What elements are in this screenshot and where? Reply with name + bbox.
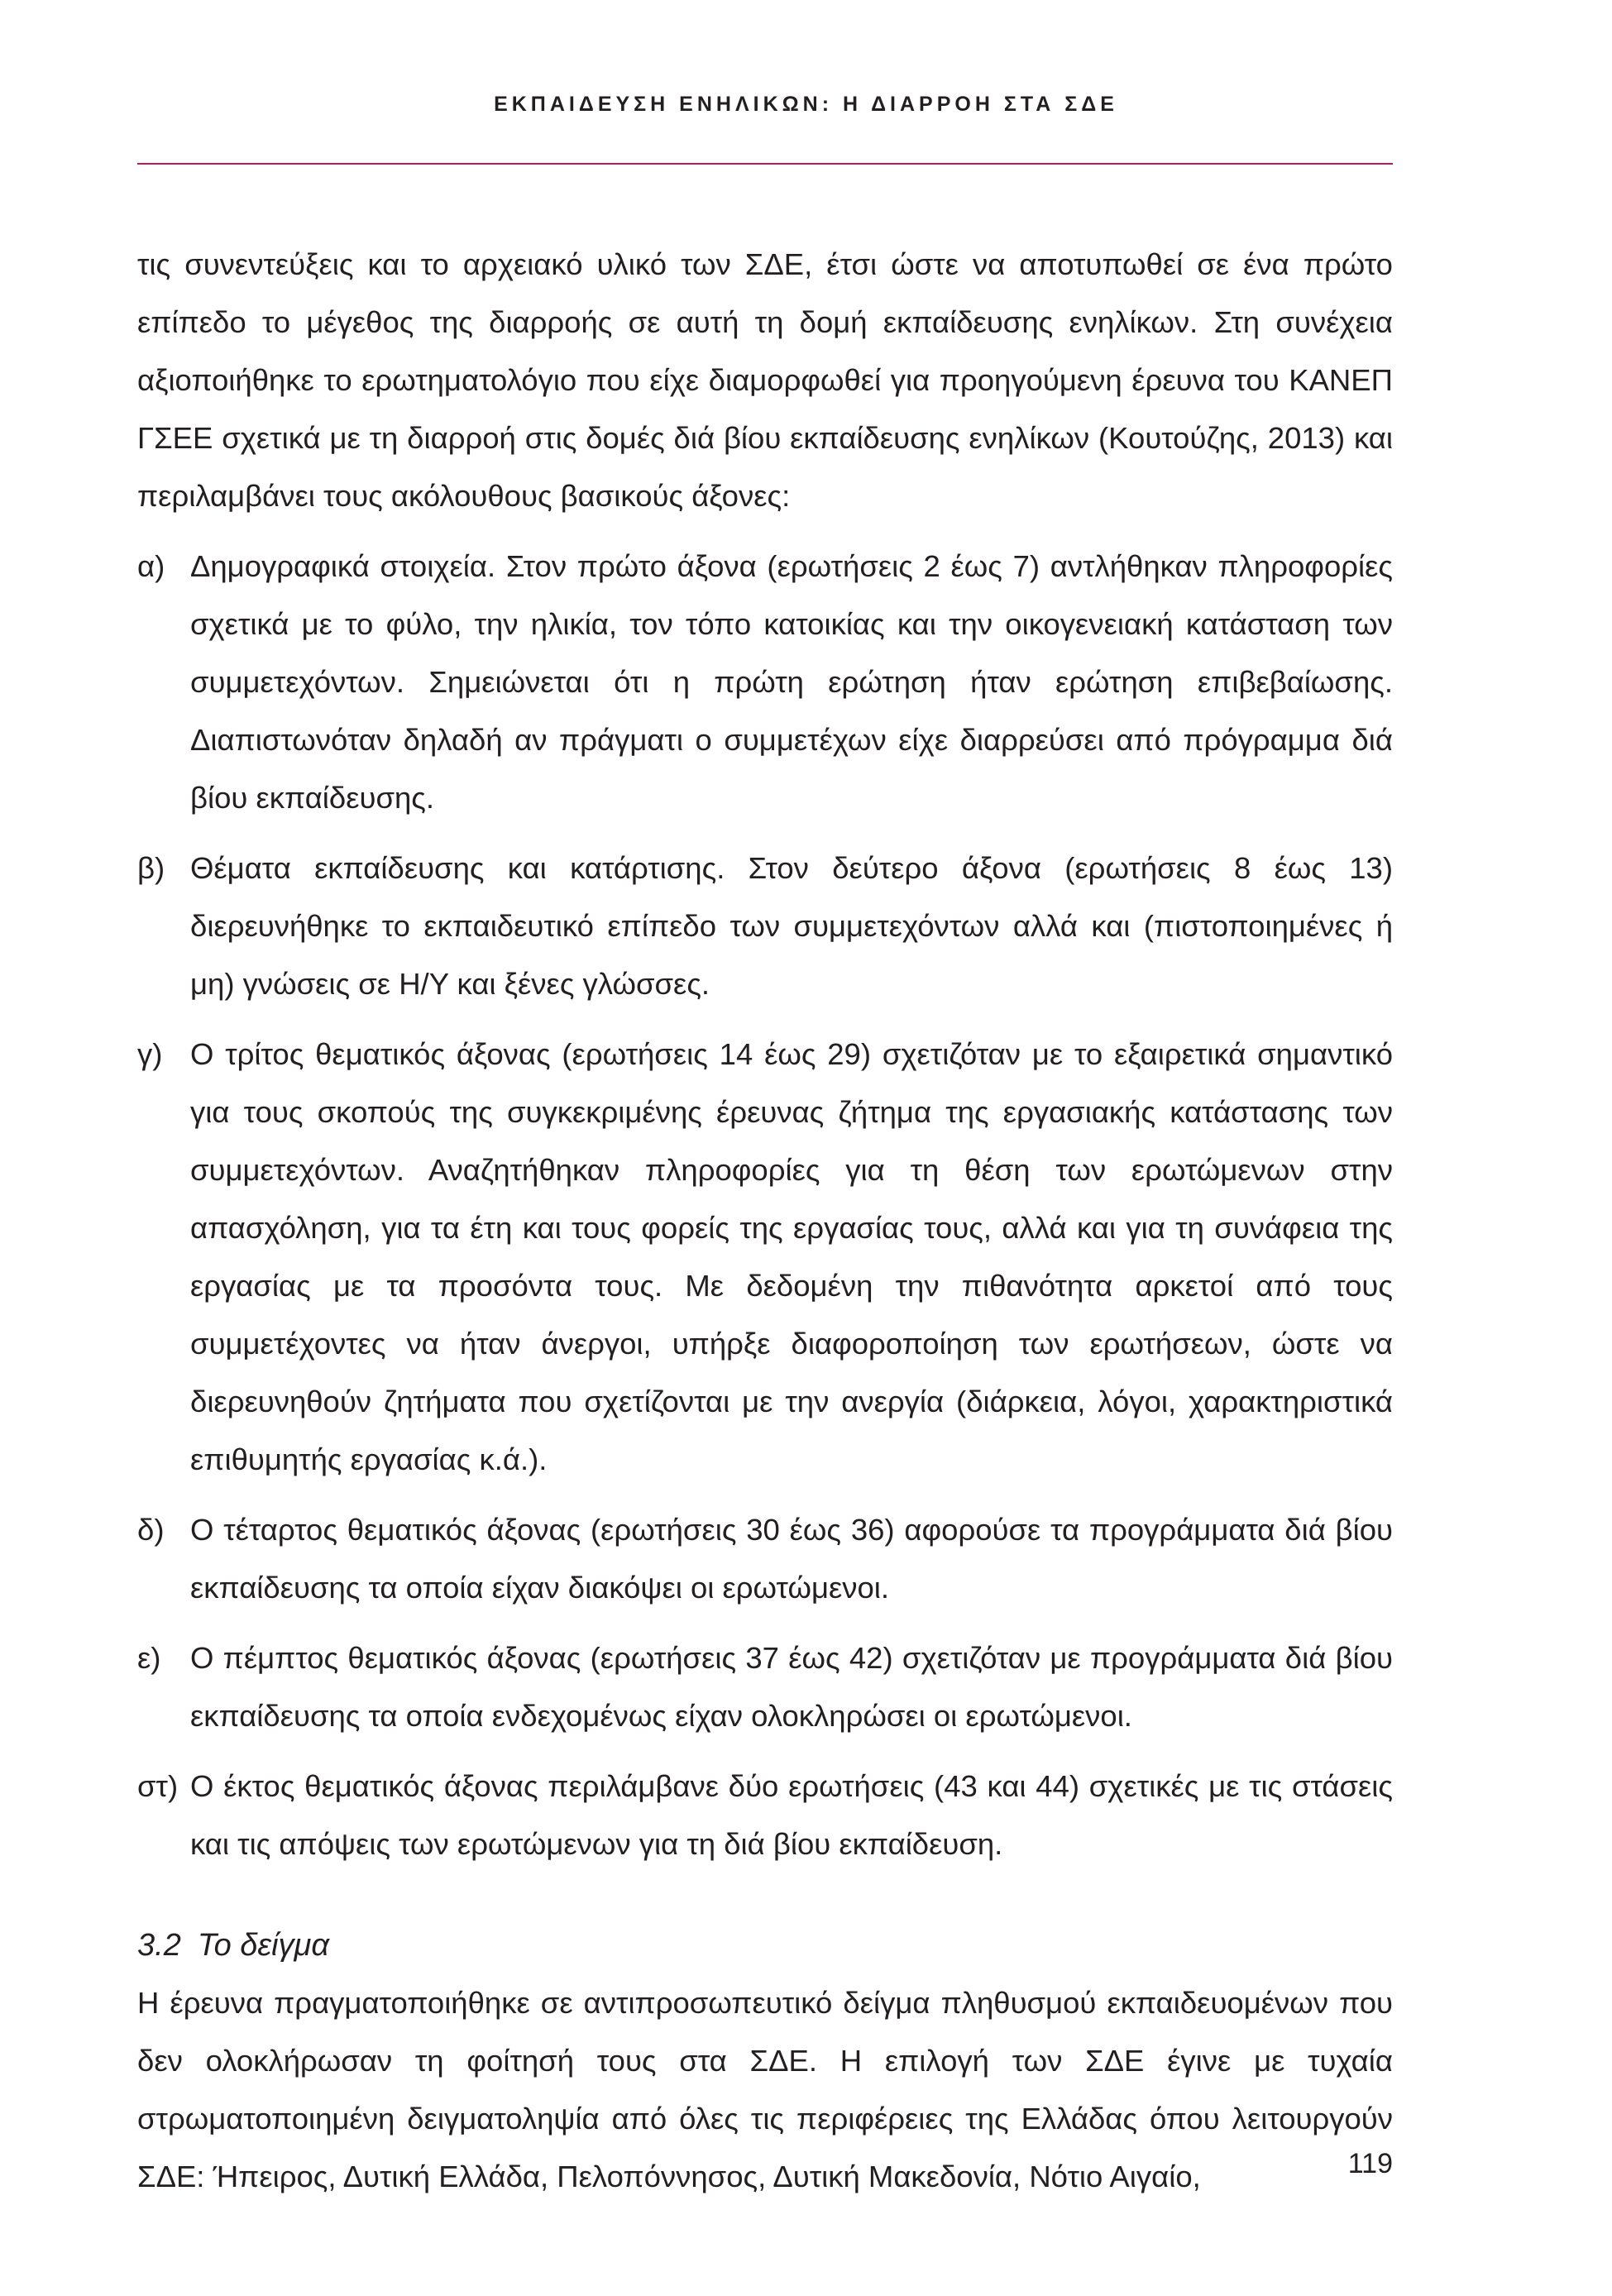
axis-text: Ο τέταρτος θεματικός άξονας (ερωτήσεις 30 έως 36) αφορούσε τα προγράμματα διά βίου εκπαίδευσης τα οποία είχαν διακόψει οι ερωτώμενοι. [190, 1513, 1393, 1605]
section-heading [137, 1916, 1393, 1974]
page-number: 119 [1347, 2148, 1393, 2179]
axis-marker: ε) [137, 1641, 161, 1675]
intro-paragraph: τις συνεντεύξεις και το αρχειακό υλικό των ΣΔΕ, έτσι ώστε να αποτυπωθεί σε ένα πρώτο επίπεδο το μέγεθος της διαρροής σε αυτή τη δομή εκπαίδευσης ενηλίκων. Στη συνέχεια αξιοποιήθηκε το ερωτηματολόγιο που είχε διαμορφωθεί για προηγούμενη έρευνα του ΚΑΝΕΠ ΓΣΕΕ σχετικά με τη διαρροή στις δομές διά βίου εκπαίδευσης ενηλίκων (Κουτούζης, 2013) και περιλαμβάνει τους ακόλουθους βασικούς άξονες: [137, 247, 1393, 513]
axis-item-b [137, 839, 1393, 1013]
axis-marker: γ) [137, 1037, 163, 1071]
axis-marker: στ) [137, 1769, 179, 1803]
section-number: 3.2 [137, 1928, 181, 1963]
axis-marker: α) [137, 549, 165, 583]
axis-text: Ο τρίτος θεματικός άξονας (ερωτήσεις 14 έως 29) σχετιζόταν με το εξαιρετικά σημαντικό για τους σκοπούς της συγκεκριμένης έρευνας ζήτημα της εργασιακής κατάστασης των συμμετεχόντων. Αναζητήθηκαν πληροφορίες για τη θέση των ερωτώμενων στην απασχόληση, για τα έτη και τους φορείς της εργασίας τους, αλλά και για τη συνάφεια της εργασίας με τα προσόντα τους. Με δεδομένη την πιθανότητα αρκετοί από τους συμμετέχοντες να ήταν άνεργοι, υπήρξε διαφοροποίηση των ερωτήσεων, ώστε να διερευνηθούν ζητήματα που σχετίζονται με την ανεργία (διάρκεια, λόγοι, χαρακτηριστικά επιθυμητής εργασίας κ.ά.). [190, 1037, 1393, 1476]
page-body [137, 236, 1393, 2206]
axis-item-d [137, 1501, 1393, 1617]
axis-text: Ο έκτος θεματικός άξονας περιλάμβανε δύο ερωτήσεις (43 και 44) σχετικές με τις στάσεις και τις απόψεις των ερωτώμενων για τη διά βίου εκπαίδευση. [190, 1769, 1393, 1861]
axis-item-c [137, 1026, 1393, 1489]
axis-item-e [137, 1629, 1393, 1745]
section-paragraph: Η έρευνα πραγματοποιήθηκε σε αντιπροσωπευτικό δείγμα πληθυσμού εκπαιδευομένων που δεν ολοκλήρωσαν τη φοίτησή τους στα ΣΔΕ. Η επιλογή των ΣΔΕ έγινε με τυχαία στρωματοποιημένη δειγματοληψία από όλες τις περιφέρειες της Ελλάδας όπου λειτουργούν ΣΔΕ: Ήπειρος, Δυτική Ελλάδα, Πελοπόννησος, Δυτική Μακεδονία, Νότιο Αιγαίο, [137, 1986, 1393, 2193]
axis-text: Θέματα εκπαίδευσης και κατάρτισης. Στον δεύτερο άξονα (ερωτήσεις 8 έως 13) διερευνήθηκε το εκπαιδευτικό επίπεδο των συμμετεχόντων αλλά και (πιστοποιημένες ή μη) γνώσεις σε Η/Υ και ξένες γλώσσες. [190, 851, 1393, 1001]
axis-text: Ο πέμπτος θεματικός άξονας (ερωτήσεις 37 έως 42) σχετιζόταν με προγράμματα διά βίου εκπαίδευσης τα οποία ενδεχομένως είχαν ολοκληρώσει οι ερωτώμενοι. [190, 1641, 1393, 1733]
running-header: ΕΚΠΑΙΔΕΥΣΗ ΕΝΗΛΙΚΩΝ: Η ΔΙΑΡΡΟΗ ΣΤΑ ΣΔΕ [494, 93, 1118, 116]
axis-text: Δημογραφικά στοιχεία. Στον πρώτο άξονα (ερωτήσεις 2 έως 7) αντλήθηκαν πληροφορίες σχετικά με το φύλο, την ηλικία, τον τόπο κατοικίας και την οικογενειακή κατάσταση των συμμετεχόντων. Σημειώνεται ότι η πρώτη ερώτηση ήταν ερώτηση επιβεβαίωσης. Διαπιστωνόταν δηλαδή αν πράγματι ο συμμετέχων είχε διαρρεύσει από πρόγραμμα διά βίου εκπαίδευσης. [190, 549, 1393, 815]
axis-marker: β) [137, 851, 165, 885]
axis-item-f [137, 1758, 1393, 1873]
header-divider [137, 163, 1393, 165]
axis-item-a [137, 538, 1393, 827]
axis-marker: δ) [137, 1513, 165, 1547]
section-title: Το δείγμα [197, 1928, 330, 1963]
